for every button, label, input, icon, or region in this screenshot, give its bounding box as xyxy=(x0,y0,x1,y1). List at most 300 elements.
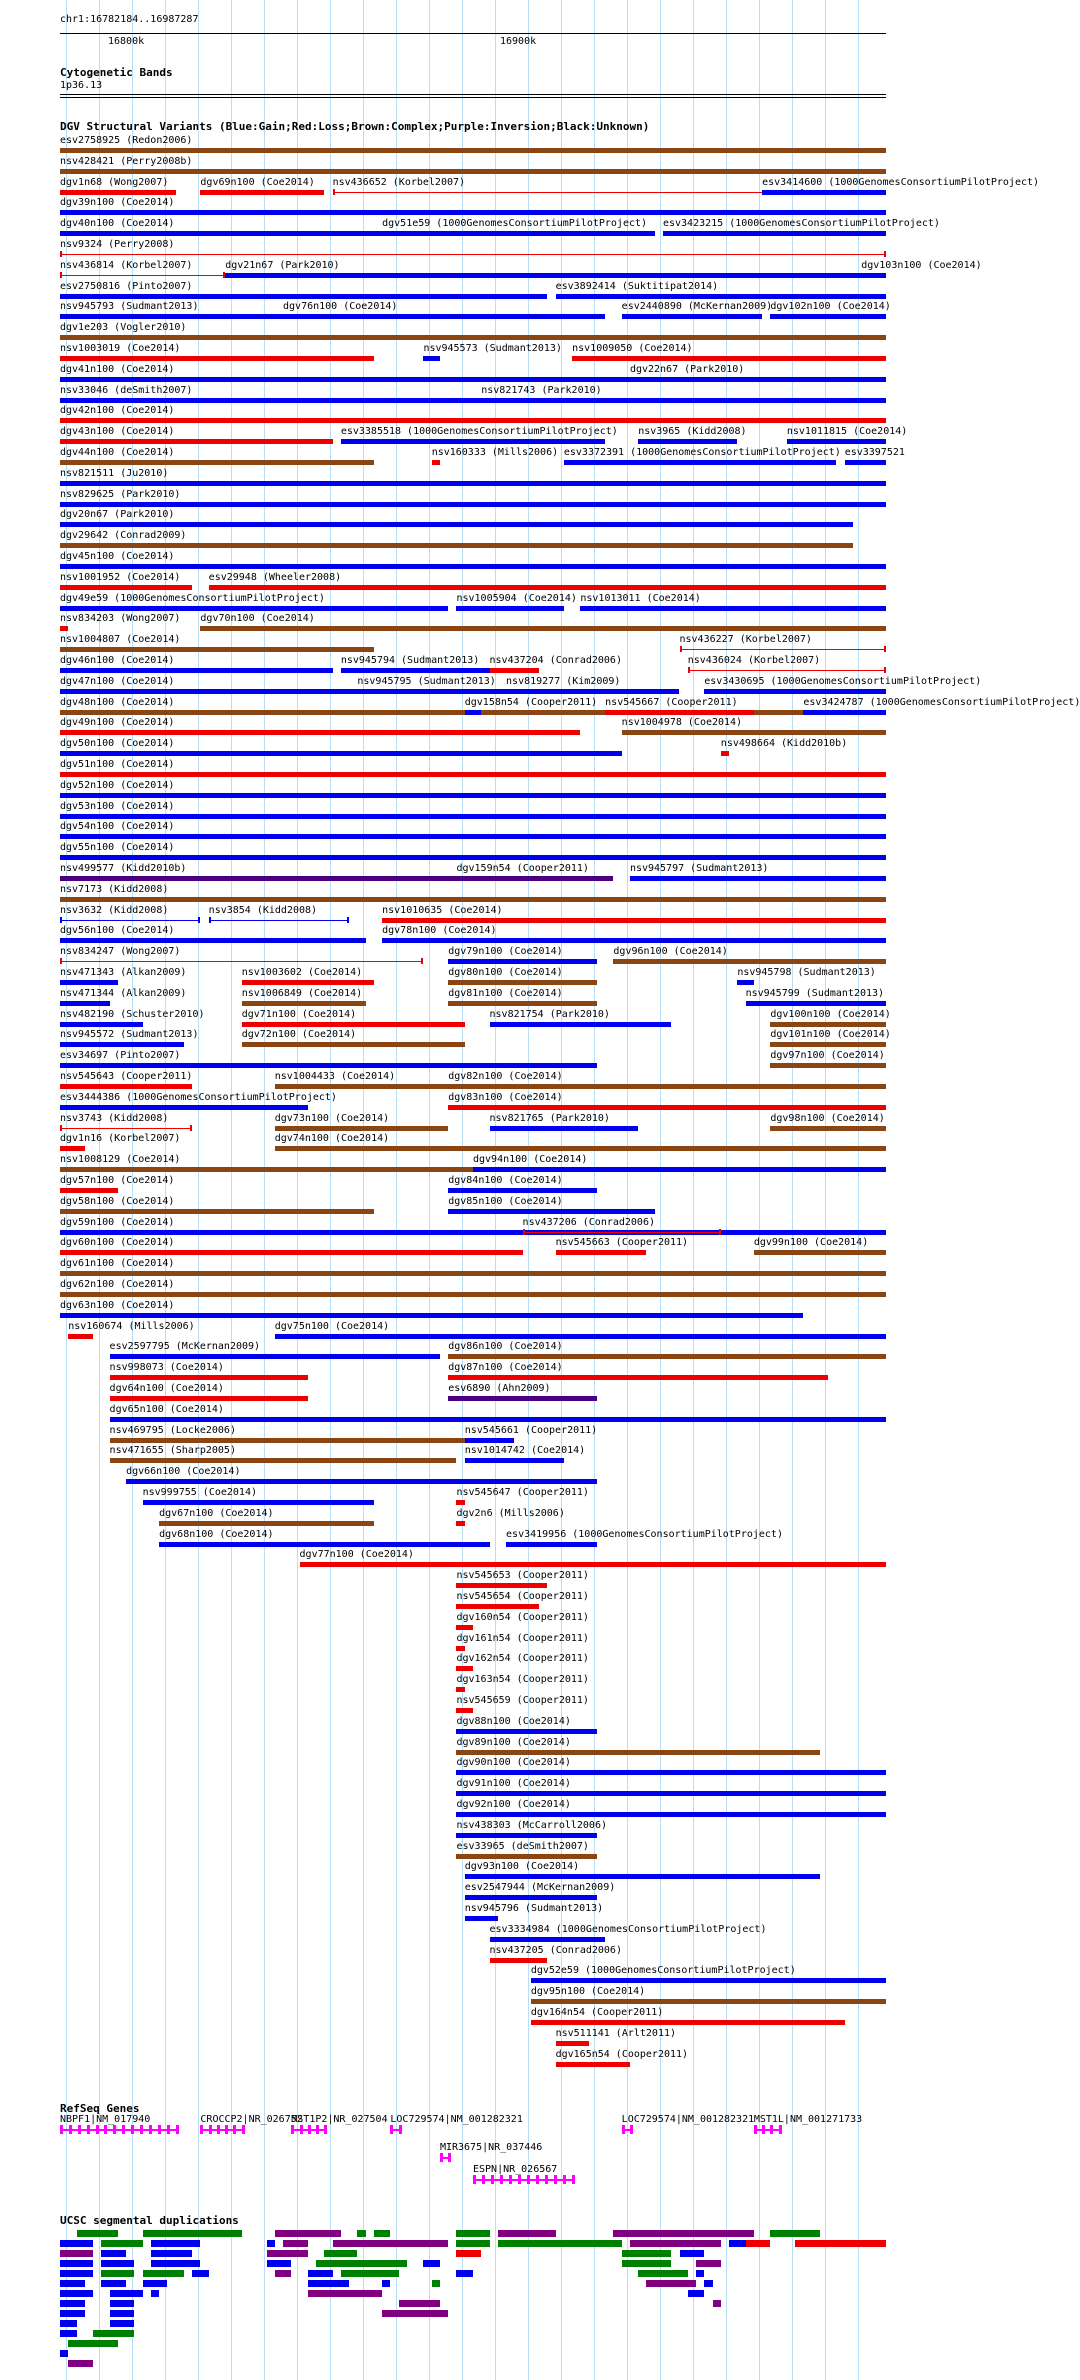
segdup-bar[interactable] xyxy=(399,2300,440,2307)
variant-bar[interactable] xyxy=(490,1126,639,1131)
variant-bar[interactable] xyxy=(242,1022,465,1027)
gene-exon[interactable] xyxy=(69,2125,72,2134)
variant-bar[interactable] xyxy=(490,1022,672,1027)
segdup-bar[interactable] xyxy=(60,2240,93,2247)
variant-bar[interactable] xyxy=(60,585,192,590)
variant-tick[interactable] xyxy=(60,1125,62,1131)
variant-bar[interactable] xyxy=(465,1895,597,1900)
variant-tick[interactable] xyxy=(333,189,335,195)
variant-line[interactable] xyxy=(523,1232,721,1233)
variant-bar[interactable] xyxy=(60,668,333,673)
variant-line[interactable] xyxy=(209,920,349,921)
variant-tick[interactable] xyxy=(523,1229,525,1235)
variant-bar[interactable] xyxy=(572,356,886,361)
variant-line[interactable] xyxy=(60,961,423,962)
variant-bar[interactable] xyxy=(456,1646,464,1651)
segdup-bar[interactable] xyxy=(622,2260,672,2267)
variant-bar[interactable] xyxy=(456,1500,464,1505)
variant-bar[interactable] xyxy=(60,231,407,236)
variant-tick[interactable] xyxy=(60,272,62,278)
gene-exon[interactable] xyxy=(448,2153,451,2162)
segdup-bar[interactable] xyxy=(630,2240,721,2247)
segdup-bar[interactable] xyxy=(638,2270,688,2277)
variant-bar[interactable] xyxy=(605,710,754,715)
variant-bar[interactable] xyxy=(60,626,68,631)
variant-bar[interactable] xyxy=(60,606,448,611)
segdup-bar[interactable] xyxy=(77,2230,118,2237)
segdup-bar[interactable] xyxy=(101,2270,134,2277)
variant-bar[interactable] xyxy=(60,1209,374,1214)
variant-bar[interactable] xyxy=(110,1417,886,1422)
variant-bar[interactable] xyxy=(448,1354,886,1359)
segdup-bar[interactable] xyxy=(713,2300,721,2307)
variant-bar[interactable] xyxy=(531,1978,886,1983)
variant-tick[interactable] xyxy=(421,958,423,964)
variant-bar[interactable] xyxy=(762,190,886,195)
variant-bar[interactable] xyxy=(423,356,440,361)
variant-tick[interactable] xyxy=(884,251,886,257)
variant-line[interactable] xyxy=(688,670,886,671)
variant-bar[interactable] xyxy=(60,1230,886,1235)
variant-bar[interactable] xyxy=(465,1458,564,1463)
variant-bar[interactable] xyxy=(60,356,374,361)
variant-bar[interactable] xyxy=(803,710,886,715)
gene-exon[interactable] xyxy=(167,2125,170,2134)
variant-line[interactable] xyxy=(60,1128,192,1129)
segdup-bar[interactable] xyxy=(308,2290,382,2297)
variant-bar[interactable] xyxy=(531,2020,845,2025)
segdup-bar[interactable] xyxy=(143,2270,184,2277)
segdup-bar[interactable] xyxy=(688,2290,705,2297)
segdup-bar[interactable] xyxy=(746,2240,771,2247)
variant-line[interactable] xyxy=(60,254,886,255)
variant-tick[interactable] xyxy=(688,667,690,673)
segdup-bar[interactable] xyxy=(770,2230,820,2237)
variant-bar[interactable] xyxy=(283,314,605,319)
variant-bar[interactable] xyxy=(556,2062,630,2067)
variant-bar[interactable] xyxy=(60,1313,803,1318)
variant-tick[interactable] xyxy=(60,251,62,257)
variant-bar[interactable] xyxy=(242,980,374,985)
gene-exon[interactable] xyxy=(242,2125,245,2134)
segdup-bar[interactable] xyxy=(795,2240,886,2247)
variant-bar[interactable] xyxy=(490,668,540,673)
variant-bar[interactable] xyxy=(506,1542,597,1547)
variant-bar[interactable] xyxy=(60,897,886,902)
segdup-bar[interactable] xyxy=(101,2280,126,2287)
variant-bar[interactable] xyxy=(456,1625,473,1630)
segdup-bar[interactable] xyxy=(357,2230,365,2237)
variant-bar[interactable] xyxy=(382,918,886,923)
variant-bar[interactable] xyxy=(60,1271,886,1276)
gene-exon[interactable] xyxy=(390,2125,393,2134)
variant-bar[interactable] xyxy=(770,1063,886,1068)
variant-bar[interactable] xyxy=(60,1063,597,1068)
variant-bar[interactable] xyxy=(448,1396,597,1401)
variant-bar[interactable] xyxy=(60,793,886,798)
segdup-bar[interactable] xyxy=(110,2290,143,2297)
variant-bar[interactable] xyxy=(754,1250,886,1255)
segdup-bar[interactable] xyxy=(93,2330,134,2337)
variant-tick[interactable] xyxy=(347,917,349,923)
variant-bar[interactable] xyxy=(456,606,563,611)
variant-bar[interactable] xyxy=(448,1105,886,1110)
variant-bar[interactable] xyxy=(638,439,737,444)
gene-exon[interactable] xyxy=(291,2125,294,2134)
variant-bar[interactable] xyxy=(60,938,366,943)
variant-bar[interactable] xyxy=(770,1126,886,1131)
segdup-bar[interactable] xyxy=(374,2230,391,2237)
variant-bar[interactable] xyxy=(456,876,613,881)
gene-exon[interactable] xyxy=(149,2125,152,2134)
variant-bar[interactable] xyxy=(770,1042,886,1047)
gene-exon[interactable] xyxy=(440,2153,443,2162)
segdup-bar[interactable] xyxy=(68,2360,93,2367)
variant-bar[interactable] xyxy=(704,689,886,694)
segdup-bar[interactable] xyxy=(60,2260,93,2267)
variant-bar[interactable] xyxy=(448,1188,597,1193)
variant-bar[interactable] xyxy=(448,980,597,985)
variant-bar[interactable] xyxy=(60,210,886,215)
variant-bar[interactable] xyxy=(60,1292,886,1297)
segdup-bar[interactable] xyxy=(143,2280,168,2287)
gene-exon[interactable] xyxy=(140,2125,143,2134)
segdup-bar[interactable] xyxy=(267,2260,292,2267)
variant-bar[interactable] xyxy=(448,1209,655,1214)
variant-bar[interactable] xyxy=(60,314,283,319)
gene-exon[interactable] xyxy=(78,2125,81,2134)
segdup-bar[interactable] xyxy=(60,2290,93,2297)
gene-exon[interactable] xyxy=(217,2125,220,2134)
variant-tick[interactable] xyxy=(884,646,886,652)
variant-bar[interactable] xyxy=(663,231,886,236)
segdup-bar[interactable] xyxy=(613,2230,753,2237)
segdup-bar[interactable] xyxy=(456,2240,489,2247)
segdup-bar[interactable] xyxy=(308,2280,349,2287)
variant-bar[interactable] xyxy=(110,1354,440,1359)
segdup-bar[interactable] xyxy=(151,2240,201,2247)
segdup-bar[interactable] xyxy=(267,2250,308,2257)
variant-bar[interactable] xyxy=(382,231,655,236)
gene-exon[interactable] xyxy=(527,2175,530,2184)
variant-bar[interactable] xyxy=(60,377,646,382)
segdup-bar[interactable] xyxy=(151,2250,192,2257)
variant-bar[interactable] xyxy=(225,273,861,278)
variant-bar[interactable] xyxy=(60,772,886,777)
gene-exon[interactable] xyxy=(324,2125,327,2134)
gene-exon[interactable] xyxy=(554,2175,557,2184)
variant-bar[interactable] xyxy=(110,1458,457,1463)
variant-bar[interactable] xyxy=(556,2041,589,2046)
variant-bar[interactable] xyxy=(456,1729,596,1734)
variant-bar[interactable] xyxy=(721,751,729,756)
segdup-bar[interactable] xyxy=(456,2250,481,2257)
variant-bar[interactable] xyxy=(456,1854,596,1859)
gene-exon[interactable] xyxy=(572,2175,575,2184)
variant-bar[interactable] xyxy=(456,1666,473,1671)
segdup-bar[interactable] xyxy=(696,2260,721,2267)
variant-bar[interactable] xyxy=(60,543,853,548)
variant-bar[interactable] xyxy=(341,439,605,444)
gene-exon[interactable] xyxy=(500,2175,503,2184)
segdup-bar[interactable] xyxy=(110,2310,135,2317)
variant-bar[interactable] xyxy=(490,1958,548,1963)
variant-bar[interactable] xyxy=(448,1001,597,1006)
gene-exon[interactable] xyxy=(225,2125,228,2134)
segdup-bar[interactable] xyxy=(680,2250,705,2257)
variant-bar[interactable] xyxy=(60,481,886,486)
variant-bar[interactable] xyxy=(60,1001,110,1006)
segdup-bar[interactable] xyxy=(283,2240,308,2247)
gene-exon[interactable] xyxy=(536,2175,539,2184)
variant-bar[interactable] xyxy=(68,1334,93,1339)
variant-bar[interactable] xyxy=(60,1250,523,1255)
variant-line[interactable] xyxy=(60,920,200,921)
segdup-bar[interactable] xyxy=(110,2300,135,2307)
variant-bar[interactable] xyxy=(341,668,498,673)
segdup-bar[interactable] xyxy=(60,2300,85,2307)
variant-bar[interactable] xyxy=(110,1375,308,1380)
segdup-bar[interactable] xyxy=(275,2270,292,2277)
variant-bar[interactable] xyxy=(456,1604,539,1609)
gene-exon[interactable] xyxy=(300,2125,303,2134)
variant-bar[interactable] xyxy=(275,1126,448,1131)
segdup-bar[interactable] xyxy=(110,2320,135,2327)
variant-line[interactable] xyxy=(60,275,225,276)
gene-exon[interactable] xyxy=(473,2175,476,2184)
gene-exon[interactable] xyxy=(762,2125,765,2134)
segdup-bar[interactable] xyxy=(696,2270,704,2277)
variant-bar[interactable] xyxy=(456,1750,819,1755)
variant-bar[interactable] xyxy=(357,689,497,694)
gene-exon[interactable] xyxy=(491,2175,494,2184)
variant-bar[interactable] xyxy=(746,1001,886,1006)
variant-bar[interactable] xyxy=(630,377,886,382)
segdup-bar[interactable] xyxy=(151,2260,201,2267)
variant-bar[interactable] xyxy=(60,335,886,340)
segdup-bar[interactable] xyxy=(316,2260,407,2267)
segdup-bar[interactable] xyxy=(341,2270,399,2277)
gene-exon[interactable] xyxy=(308,2125,311,2134)
variant-tick[interactable] xyxy=(719,1229,721,1235)
gene-exon[interactable] xyxy=(770,2125,773,2134)
segdup-bar[interactable] xyxy=(456,2230,489,2237)
segdup-bar[interactable] xyxy=(60,2330,77,2337)
segdup-bar[interactable] xyxy=(60,2270,93,2277)
variant-bar[interactable] xyxy=(465,1874,820,1879)
segdup-bar[interactable] xyxy=(324,2250,357,2257)
gene-exon[interactable] xyxy=(316,2125,319,2134)
variant-bar[interactable] xyxy=(861,273,886,278)
variant-bar[interactable] xyxy=(60,522,853,527)
variant-bar[interactable] xyxy=(556,1250,647,1255)
variant-bar[interactable] xyxy=(110,1396,308,1401)
variant-bar[interactable] xyxy=(60,980,118,985)
segdup-bar[interactable] xyxy=(60,2250,93,2257)
variant-bar[interactable] xyxy=(60,1084,192,1089)
variant-bar[interactable] xyxy=(60,834,886,839)
segdup-bar[interactable] xyxy=(60,2350,68,2357)
variant-bar[interactable] xyxy=(60,502,886,507)
segdup-bar[interactable] xyxy=(101,2260,134,2267)
gene-exon[interactable] xyxy=(200,2125,203,2134)
segdup-bar[interactable] xyxy=(498,2230,556,2237)
variant-bar[interactable] xyxy=(580,606,886,611)
variant-bar[interactable] xyxy=(60,751,622,756)
gene-exon[interactable] xyxy=(96,2125,99,2134)
variant-bar[interactable] xyxy=(60,730,580,735)
variant-tick[interactable] xyxy=(209,917,211,923)
segdup-bar[interactable] xyxy=(60,2320,77,2327)
gene-exon[interactable] xyxy=(209,2125,212,2134)
variant-bar[interactable] xyxy=(456,1812,886,1817)
variant-bar[interactable] xyxy=(143,1500,374,1505)
gene-exon[interactable] xyxy=(176,2125,179,2134)
variant-bar[interactable] xyxy=(60,564,886,569)
variant-bar[interactable] xyxy=(556,294,886,299)
variant-tick[interactable] xyxy=(190,1125,192,1131)
gene-exon[interactable] xyxy=(104,2125,107,2134)
gene-exon[interactable] xyxy=(60,2125,63,2134)
segdup-bar[interactable] xyxy=(729,2240,746,2247)
variant-bar[interactable] xyxy=(60,294,547,299)
variant-bar[interactable] xyxy=(60,876,456,881)
segdup-bar[interactable] xyxy=(275,2230,341,2237)
variant-bar[interactable] xyxy=(159,1521,374,1526)
gene-exon[interactable] xyxy=(233,2125,236,2134)
variant-bar[interactable] xyxy=(490,1937,606,1942)
variant-bar[interactable] xyxy=(770,314,886,319)
variant-bar[interactable] xyxy=(60,169,886,174)
variant-bar[interactable] xyxy=(126,1479,597,1484)
segdup-bar[interactable] xyxy=(267,2240,275,2247)
segdup-bar[interactable] xyxy=(704,2280,712,2287)
variant-bar[interactable] xyxy=(622,730,886,735)
variant-bar[interactable] xyxy=(506,689,679,694)
variant-bar[interactable] xyxy=(242,1001,366,1006)
variant-bar[interactable] xyxy=(465,1916,498,1921)
variant-bar[interactable] xyxy=(60,439,333,444)
gene-exon[interactable] xyxy=(509,2175,512,2184)
segdup-bar[interactable] xyxy=(101,2240,142,2247)
gene-exon[interactable] xyxy=(122,2125,125,2134)
gene-exon[interactable] xyxy=(158,2125,161,2134)
variant-bar[interactable] xyxy=(159,1542,489,1547)
variant-bar[interactable] xyxy=(275,1334,886,1339)
segdup-bar[interactable] xyxy=(308,2270,333,2277)
variant-bar[interactable] xyxy=(564,460,837,465)
gene-exon[interactable] xyxy=(754,2125,757,2134)
variant-bar[interactable] xyxy=(448,959,597,964)
variant-bar[interactable] xyxy=(456,1770,886,1775)
variant-bar[interactable] xyxy=(845,460,886,465)
variant-bar[interactable] xyxy=(787,439,886,444)
variant-bar[interactable] xyxy=(60,855,886,860)
variant-bar[interactable] xyxy=(456,1791,886,1796)
variant-line[interactable] xyxy=(680,649,887,650)
variant-bar[interactable] xyxy=(60,1022,143,1027)
variant-bar[interactable] xyxy=(60,190,176,195)
segdup-bar[interactable] xyxy=(68,2340,118,2347)
segdup-bar[interactable] xyxy=(192,2270,209,2277)
variant-bar[interactable] xyxy=(60,1188,118,1193)
segdup-bar[interactable] xyxy=(646,2280,696,2287)
segdup-bar[interactable] xyxy=(60,2310,85,2317)
gene-exon[interactable] xyxy=(779,2125,782,2134)
variant-bar[interactable] xyxy=(456,1833,596,1838)
variant-bar[interactable] xyxy=(110,1438,473,1443)
variant-bar[interactable] xyxy=(60,814,886,819)
variant-bar[interactable] xyxy=(200,626,886,631)
variant-bar[interactable] xyxy=(448,1375,828,1380)
variant-bar[interactable] xyxy=(275,1146,886,1151)
variant-bar[interactable] xyxy=(60,460,374,465)
gene-exon[interactable] xyxy=(113,2125,116,2134)
gene-exon[interactable] xyxy=(482,2175,485,2184)
gene-line[interactable] xyxy=(473,2179,572,2181)
variant-bar[interactable] xyxy=(242,1042,465,1047)
variant-bar[interactable] xyxy=(60,418,886,423)
variant-line[interactable] xyxy=(333,192,804,193)
variant-bar[interactable] xyxy=(613,959,886,964)
gene-exon[interactable] xyxy=(563,2175,566,2184)
gene-exon[interactable] xyxy=(630,2125,633,2134)
variant-bar[interactable] xyxy=(60,1146,85,1151)
variant-bar[interactable] xyxy=(465,710,482,715)
segdup-bar[interactable] xyxy=(382,2310,448,2317)
variant-bar[interactable] xyxy=(60,398,490,403)
variant-bar[interactable] xyxy=(622,314,762,319)
gene-exon[interactable] xyxy=(622,2125,625,2134)
variant-bar[interactable] xyxy=(456,1521,464,1526)
variant-bar[interactable] xyxy=(473,1167,886,1172)
segdup-bar[interactable] xyxy=(101,2250,126,2257)
variant-bar[interactable] xyxy=(300,1562,886,1567)
variant-bar[interactable] xyxy=(531,1999,886,2004)
variant-tick[interactable] xyxy=(680,646,682,652)
segdup-bar[interactable] xyxy=(622,2250,672,2257)
gene-exon[interactable] xyxy=(131,2125,134,2134)
gene-exon[interactable] xyxy=(518,2175,521,2184)
variant-bar[interactable] xyxy=(200,190,324,195)
variant-bar[interactable] xyxy=(630,876,886,881)
variant-bar[interactable] xyxy=(456,1708,473,1713)
gene-line[interactable] xyxy=(754,2129,779,2131)
variant-bar[interactable] xyxy=(382,938,886,943)
segdup-bar[interactable] xyxy=(382,2280,390,2287)
segdup-bar[interactable] xyxy=(498,2240,622,2247)
variant-tick[interactable] xyxy=(198,917,200,923)
variant-bar[interactable] xyxy=(770,1022,886,1027)
gene-exon[interactable] xyxy=(545,2175,548,2184)
variant-tick[interactable] xyxy=(60,958,62,964)
variant-bar[interactable] xyxy=(60,1105,308,1110)
variant-bar[interactable] xyxy=(60,148,886,153)
segdup-bar[interactable] xyxy=(456,2270,473,2277)
variant-tick[interactable] xyxy=(60,917,62,923)
segdup-bar[interactable] xyxy=(151,2290,159,2297)
variant-bar[interactable] xyxy=(432,460,440,465)
variant-bar[interactable] xyxy=(60,647,374,652)
variant-bar[interactable] xyxy=(209,585,886,590)
variant-tick[interactable] xyxy=(884,667,886,673)
segdup-bar[interactable] xyxy=(333,2240,449,2247)
variant-bar[interactable] xyxy=(737,980,754,985)
segdup-bar[interactable] xyxy=(143,2230,242,2237)
segdup-bar[interactable] xyxy=(423,2260,440,2267)
variant-bar[interactable] xyxy=(465,1438,515,1443)
variant-bar[interactable] xyxy=(456,1687,464,1692)
